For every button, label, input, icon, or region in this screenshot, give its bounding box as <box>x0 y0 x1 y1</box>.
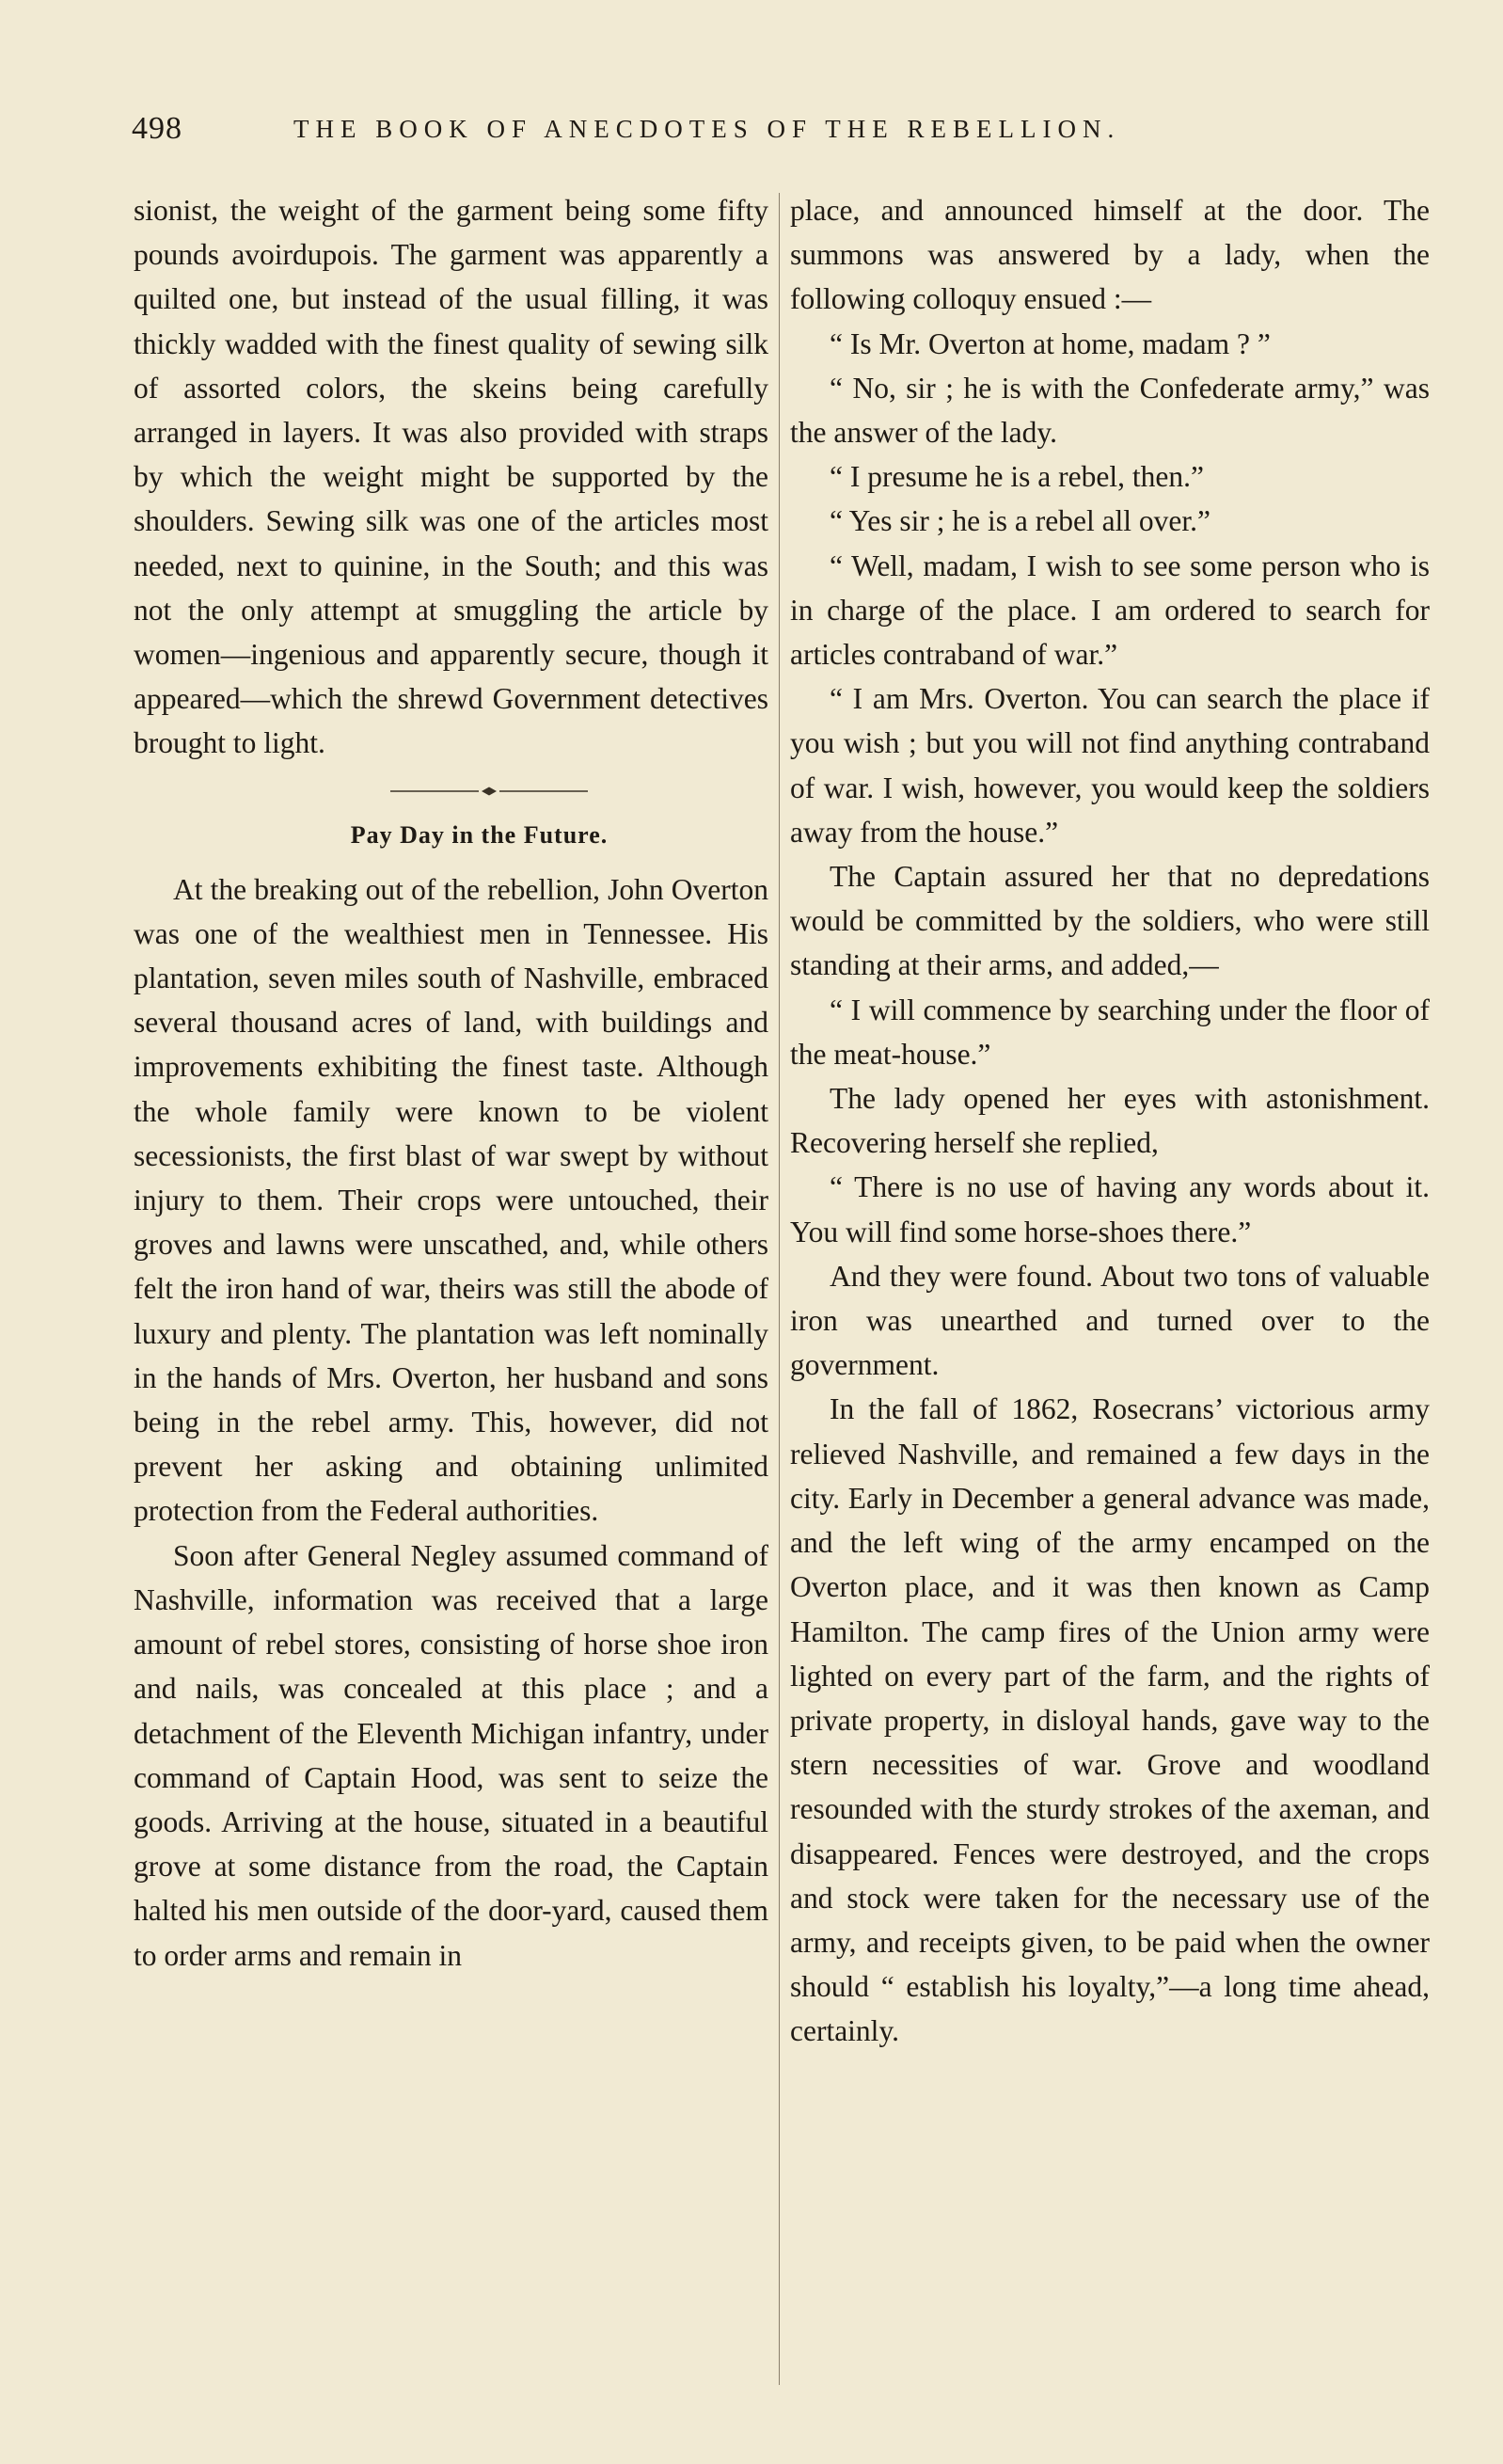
divider-ornament-icon <box>390 786 588 797</box>
paragraph: “ I am Mrs. Overton. You can search the place if you wish ; but you will not find anything contraband of war. I wish, however, you would keep the soldiers away from the house.” <box>790 682 1430 849</box>
paragraph: Soon after General Negley assumed command of Nashville, information was received that a large amount of rebel stores, consisting of horse shoe iron and nails, was concealed at this place ; and a detachment of the Eleventh Michigan infantry, under command of Captain Hood, was sent to seize the goods. Arriving at the house, situated in a beautiful grove at some distance from the road, the Captain halted his men outside of the door-yard, caused them to order arms and remain in <box>134 1538 768 1972</box>
paragraph: “ I will commence by searching under the floor of the meat-house.” <box>790 993 1430 1071</box>
paragraph: In the fall of 1862, Rosecrans’ victorious army relieved Nashville, and remained a few days in the city. Early in December a general advance was made, and the left wing of the army encamped on the Overton place, and it was then known as Camp Hamilton. The camp fires of the Union army were lighted on every part of the farm, and the rights of private property, in disloyal hands, gave way to the stern necessities of war. Grove and woodland resounded with the sturdy strokes of the axeman, and disappeared. Fences were destroyed, and the crops and stock were taken for the necessary use of the army, and receipts given, to be paid when the owner should “ establish his loyalty,”—a long time ahead, certainly. <box>790 1392 1430 2048</box>
page-header <box>132 111 1307 158</box>
paragraph: “ Yes sir ; he is a rebel all over.” <box>830 504 1211 538</box>
paragraph: “ There is no use of having any words about it. You will find some horse-shoes there.” <box>790 1170 1430 1248</box>
right-column <box>790 188 1430 2054</box>
paragraph: “ I presume he is a rebel, then.” <box>830 460 1204 494</box>
left-column <box>134 188 768 1978</box>
paragraph: The lady opened her eyes with astonishment. Recovering herself she replied, <box>790 1082 1430 1160</box>
paragraph: “ Is Mr. Overton at home, madam ? ” <box>830 326 1271 360</box>
paragraph: The Captain assured her that no depredations would be committed by the soldiers, who were still standing at their arms, and added,— <box>790 860 1430 982</box>
page-number: 498 <box>132 111 182 146</box>
paragraph: And they were found. About two tons of valuable iron was unearthed and turned over to the government. <box>790 1259 1430 1382</box>
paragraph: “ No, sir ; he is with the Confederate army,” was the answer of the lady. <box>790 371 1430 450</box>
running-title: THE BOOK OF ANECDOTES OF THE REBELLION. <box>293 115 1121 143</box>
paragraph: sionist, the weight of the garment being some fifty pounds avoirdupois. The garment was apparently a quilted one, but instead of the usual filling, it was thickly wadded with the finest quality of sewing silk of assorted colors, the skeins being carefully arranged in layers. It was also provided with straps by which the weight might be supported by the shoulders. Sewing silk was one of the articles most needed, next to quinine, in the South; and this was not the only attempt at smuggling the article by women—ingenious and apparently secure, though it appeared—which the shrewd Government detectives brought to light. <box>134 194 768 760</box>
section-divider <box>134 773 768 809</box>
paragraph: At the breaking out of the rebellion, John Overton was one of the wealthiest men in Tennessee. His plantation, seven miles south of Nashville, embraced several thousand acres of land, with buildings and improvements exhibiting the finest taste. Although the whole family were known to be violent secessionists, the first blast of war swept by without injury to them. Their crops were untouched, their groves and lawns were unscathed, and, while others felt the iron hand of war, theirs was still the abode of luxury and plenty. The plantation was left nominally in the hands of Mrs. Overton, her husband and sons being in the rebel army. This, however, did not prevent her asking and obtaining unlimited protection from the Federal authorities. <box>134 872 768 1528</box>
column-rule <box>779 193 780 2385</box>
paragraph: “ Well, madam, I wish to see some person who is in charge of the place. I am ordered to search for articles contraband of war.” <box>790 548 1430 672</box>
section-heading: Pay Day in the Future. <box>350 820 609 849</box>
paragraph: place, and announced himself at the door. The summons was answered by a lady, when the following colloquy ensued :— <box>790 194 1430 316</box>
